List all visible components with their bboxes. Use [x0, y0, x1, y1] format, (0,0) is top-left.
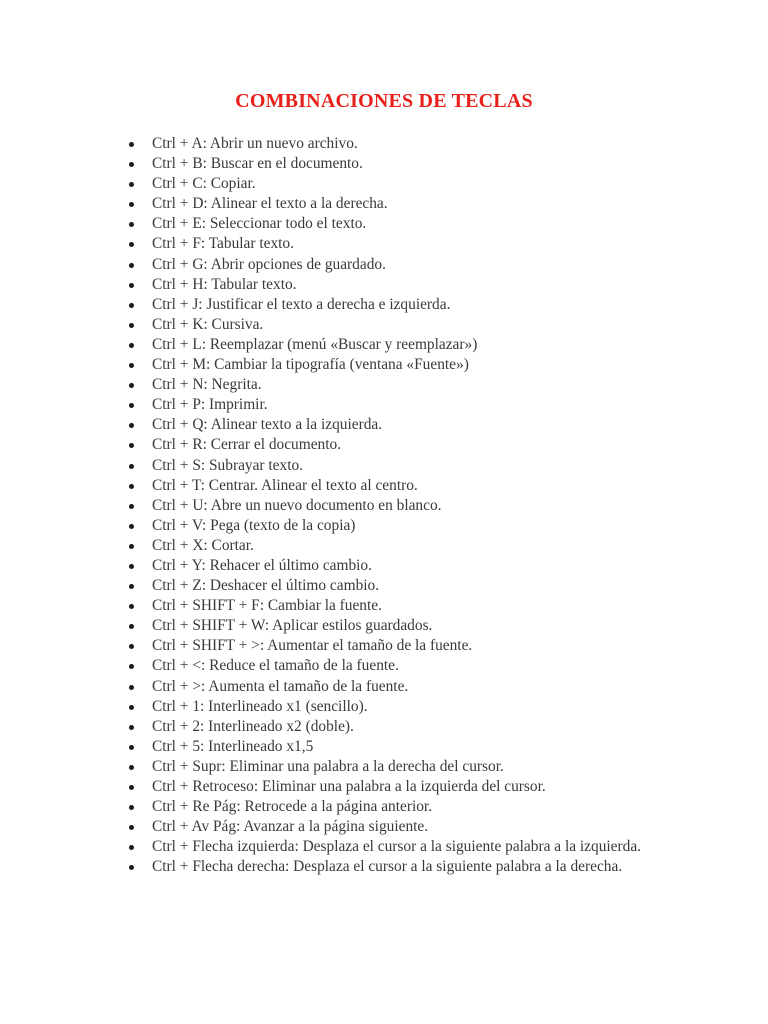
bullet-icon: [129, 403, 134, 408]
bullet-icon: [129, 604, 134, 609]
list-item: [126, 315, 666, 335]
shortcut-text: Ctrl + Av Pág: Avanzar a la página siguiente.: [152, 818, 429, 836]
list-item: [126, 295, 666, 315]
list-item: [126, 837, 666, 857]
bullet-icon: [129, 162, 134, 167]
list-item: [126, 194, 666, 214]
shortcut-text: Ctrl + Supr: Eliminar una palabra a la derecha del cursor.: [152, 757, 504, 775]
list-item: [126, 154, 666, 174]
bullet-icon: [129, 443, 134, 448]
bullet-icon: [129, 785, 134, 790]
bullet-icon: [129, 222, 134, 227]
shortcut-text: Ctrl + L: Reemplazar (menú «Buscar y reemplazar»): [152, 335, 478, 353]
shortcut-text: Ctrl + R: Cerrar el documento.: [152, 436, 342, 454]
list-item: [126, 556, 666, 576]
shortcut-list: [126, 134, 666, 877]
list-item: [126, 857, 666, 877]
bullet-icon: [129, 504, 134, 509]
shortcut-text: Ctrl + V: Pega (texto de la copia): [152, 516, 356, 534]
bullet-icon: [129, 283, 134, 288]
shortcut-text: Ctrl + G: Abrir opciones de guardado.: [152, 255, 386, 273]
shortcut-text: Ctrl + K: Cursiva.: [152, 315, 264, 333]
list-item: [126, 476, 666, 496]
shortcut-text: Ctrl + 2: Interlineado x2 (doble).: [152, 717, 354, 735]
bullet-icon: [129, 544, 134, 549]
shortcut-text: Ctrl + Flecha izquierda: Desplaza el cursor a la siguiente palabra a la izquierda.: [152, 838, 641, 856]
bullet-icon: [129, 383, 134, 388]
shortcut-text: Ctrl + U: Abre un nuevo documento en blanco.: [152, 496, 442, 514]
shortcut-text: Ctrl + N: Negrita.: [152, 376, 262, 394]
bullet-icon: [129, 765, 134, 770]
bullet-icon: [129, 242, 134, 247]
shortcut-text: Ctrl + D: Alinear el texto a la derecha.: [152, 195, 388, 213]
list-item: [126, 697, 666, 717]
bullet-icon: [129, 664, 134, 669]
list-item: [126, 797, 666, 817]
shortcut-text: Ctrl + E: Seleccionar todo el texto.: [152, 215, 367, 233]
shortcut-text: Ctrl + T: Centrar. Alinear el texto al centro.: [152, 476, 418, 494]
shortcut-text: Ctrl + B: Buscar en el documento.: [152, 155, 363, 173]
list-item: [126, 456, 666, 476]
shortcut-text: Ctrl + P: Imprimir.: [152, 396, 268, 414]
shortcut-text: Ctrl + SHIFT + W: Aplicar estilos guardados.: [152, 617, 433, 635]
bullet-icon: [129, 142, 134, 147]
shortcut-text: Ctrl + SHIFT + F: Cambiar la fuente.: [152, 597, 382, 615]
list-item: [126, 335, 666, 355]
shortcut-text: Ctrl + >: Aumenta el tamaño de la fuente.: [152, 677, 409, 695]
list-item: [126, 757, 666, 777]
list-item: [126, 496, 666, 516]
bullet-icon: [129, 865, 134, 870]
bullet-icon: [129, 484, 134, 489]
list-item: [126, 536, 666, 556]
bullet-icon: [129, 584, 134, 589]
bullet-icon: [129, 363, 134, 368]
bullet-icon: [129, 343, 134, 348]
bullet-icon: [129, 705, 134, 710]
document-title: COMBINACIONES DE TECLAS: [235, 90, 533, 112]
list-item: [126, 656, 666, 676]
bullet-icon: [129, 745, 134, 750]
shortcut-text: Ctrl + C: Copiar.: [152, 175, 256, 193]
shortcut-text: Ctrl + SHIFT + >: Aumentar el tamaño de la fuente.: [152, 637, 473, 655]
shortcut-text: Ctrl + <: Reduce el tamaño de la fuente.: [152, 657, 399, 675]
shortcut-text: Ctrl + H: Tabular texto.: [152, 275, 297, 293]
list-item: [126, 375, 666, 395]
list-item: [126, 737, 666, 757]
list-item: [126, 717, 666, 737]
shortcut-text: Ctrl + M: Cambiar la tipografía (ventana «Fuente»): [152, 356, 469, 374]
bullet-icon: [129, 182, 134, 187]
shortcut-text: Ctrl + 5: Interlineado x1,5: [152, 737, 314, 755]
bullet-icon: [129, 524, 134, 529]
bullet-icon: [129, 725, 134, 730]
list-item: [126, 677, 666, 697]
list-item: [126, 234, 666, 254]
list-item: [126, 355, 666, 375]
shortcut-text: Ctrl + S: Subrayar texto.: [152, 456, 304, 474]
shortcut-text: Ctrl + Z: Deshacer el último cambio.: [152, 577, 380, 595]
list-item: [126, 817, 666, 837]
shortcut-text: Ctrl + Re Pág: Retrocede a la página anterior.: [152, 798, 433, 816]
bullet-icon: [129, 263, 134, 268]
list-item: [126, 777, 666, 797]
list-item: [126, 435, 666, 455]
bullet-icon: [129, 423, 134, 428]
bullet-icon: [129, 303, 134, 308]
list-item: [126, 616, 666, 636]
list-item: [126, 636, 666, 656]
bullet-icon: [129, 624, 134, 629]
list-item: [126, 255, 666, 275]
bullet-icon: [129, 685, 134, 690]
list-item: [126, 214, 666, 234]
shortcut-text: Ctrl + Retroceso: Eliminar una palabra a la izquierda del cursor.: [152, 778, 546, 795]
bullet-icon: [129, 845, 134, 850]
shortcut-text: Ctrl + F: Tabular texto.: [152, 235, 294, 253]
shortcut-text: Ctrl + Y: Rehacer el último cambio.: [152, 556, 372, 574]
list-item: [126, 596, 666, 616]
shortcut-text: Ctrl + Q: Alinear texto a la izquierda.: [152, 416, 383, 434]
bullet-icon: [129, 805, 134, 810]
list-item: [126, 516, 666, 536]
shortcut-text: Ctrl + J: Justificar el texto a derecha e izquierda.: [152, 295, 451, 313]
shortcut-text: Ctrl + 1: Interlineado x1 (sencillo).: [152, 697, 368, 715]
bullet-icon: [129, 825, 134, 830]
bullet-icon: [129, 323, 134, 328]
bullet-icon: [129, 644, 134, 649]
shortcut-text: Ctrl + A: Abrir un nuevo archivo.: [152, 135, 358, 152]
list-item: [126, 576, 666, 596]
bullet-icon: [129, 564, 134, 569]
shortcut-text: Ctrl + X: Cortar.: [152, 536, 254, 554]
shortcut-text: Ctrl + Flecha derecha: Desplaza el cursor a la siguiente palabra a la derecha.: [152, 858, 623, 876]
list-item: [126, 134, 666, 154]
bullet-icon: [129, 464, 134, 469]
list-item: [126, 395, 666, 415]
list-item: [126, 174, 666, 194]
list-item: [126, 415, 666, 435]
bullet-icon: [129, 202, 134, 207]
list-item: [126, 275, 666, 295]
